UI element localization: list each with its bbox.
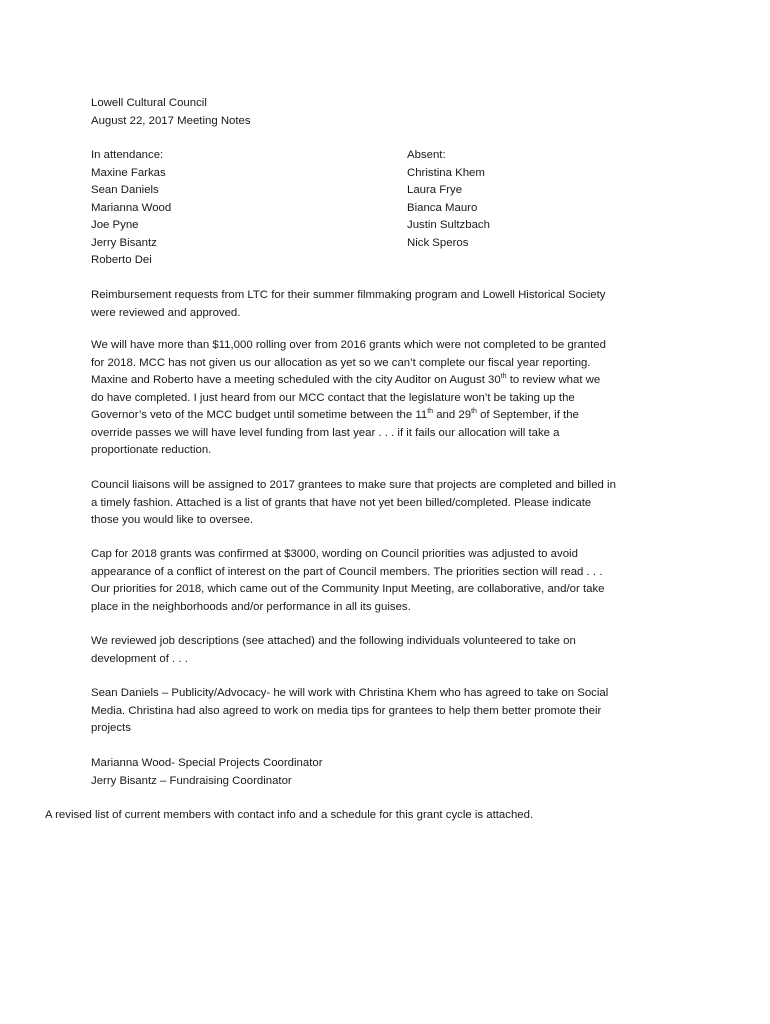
text-line: Reimbursement requests from LTC for their summer filmmaking program and Lowell Historical Society — [91, 289, 606, 301]
text-segment: to review what we — [506, 374, 601, 386]
text-segment: Governor’s veto of the MCC budget until sometime between the 11 — [91, 409, 428, 421]
ordinal-suffix: th — [500, 373, 507, 381]
text-line: were reviewed and approved. — [91, 306, 241, 319]
present-member: Sean Daniels — [91, 184, 159, 196]
paragraph-funding — [91, 337, 691, 460]
text-line: Council liaisons will be assigned to 2017 grantees to make sure that projects are completed and billed in — [91, 479, 616, 491]
text-line: Media. Christina had also agreed to work on media tips for grantees to help them better promote their — [91, 704, 602, 717]
paragraph-reimbursement — [91, 287, 691, 322]
text-line: Sean Daniels – Publicity/Advocacy- he will work with Christina Khem who has agreed to take on Social — [91, 687, 609, 699]
text-line: We reviewed job descriptions (see attached) and the following individuals volunteered to take on — [91, 635, 576, 647]
text-segment: of September, if the — [476, 409, 579, 421]
ordinal-suffix: th — [427, 408, 434, 416]
role-assignments — [91, 755, 691, 790]
present-label: In attendance: — [91, 149, 164, 161]
text-line — [91, 372, 691, 390]
present-member: Roberto Dei — [91, 254, 152, 266]
text-line: development of . . . — [91, 652, 188, 665]
text-line: override passes we will have level funding from last year . . . if it fails our allocation will take a — [91, 426, 560, 439]
text-line: Our priorities for 2018, which came out of the Community Input Meeting, are collaborative, and/or take — [91, 583, 605, 595]
role-line: Jerry Bisantz – Fundraising Coordinator — [91, 774, 292, 787]
text-line — [91, 407, 691, 425]
text-line: projects — [91, 722, 131, 734]
text-line: for 2018. MCC has not given us our allocation as yet so we can’t complete our fiscal year reporting. — [91, 356, 591, 369]
absent-member: Christina Khem — [407, 166, 485, 179]
text-line: proportionate reduction. — [91, 444, 212, 456]
paragraph-job-descriptions — [91, 633, 691, 668]
closing-note: A revised list of current members with contact info and a schedule for this grant cycle is attached. — [45, 809, 534, 821]
present-member: Marianna Wood — [91, 201, 172, 214]
meeting-title: August 22, 2017 Meeting Notes — [91, 114, 251, 127]
present-member: Joe Pyne — [91, 219, 139, 231]
present-member: Jerry Bisantz — [91, 236, 157, 249]
text-line: do have completed. I just heard from our MCC contact that the legislature won’t be taking up the — [91, 391, 575, 404]
absent-member: Justin Sultzbach — [407, 219, 490, 231]
text-line: those you would like to oversee. — [91, 514, 254, 526]
header — [91, 95, 691, 130]
text-line: a timely fashion. Attached is a list of grants that have not yet been billed/completed. Please indicate — [91, 496, 592, 509]
absent-label: Absent: — [407, 149, 446, 161]
text-segment: and 29 — [433, 409, 472, 421]
text-segment: Maxine and Roberto have a meeting scheduled with the city Auditor on August 30 — [91, 374, 501, 386]
absent-member: Nick Speros — [407, 236, 469, 249]
text-line: place in the neighborhoods and/or performance in all its guises. — [91, 600, 411, 613]
text-line: We will have more than $11,000 rolling over from 2016 grants which were not completed to be granted — [91, 339, 606, 351]
text-line: appearance of a conflict of interest on the part of Council members. The priorities section will read . . . — [91, 565, 603, 578]
role-line: Marianna Wood- Special Projects Coordinator — [91, 757, 323, 769]
present-member: Maxine Farkas — [91, 166, 166, 179]
ordinal-suffix: th — [471, 408, 477, 416]
org-name: Lowell Cultural Council — [91, 97, 207, 109]
paragraph-grant-cap — [91, 546, 691, 616]
absent-member: Bianca Mauro — [407, 201, 478, 214]
text-line: Cap for 2018 grants was confirmed at $3000, wording on Council priorities was adjusted to avoid — [91, 548, 578, 560]
paragraph-liaisons — [91, 477, 691, 530]
attendance-absent — [407, 147, 657, 252]
paragraph-publicity — [91, 685, 691, 738]
absent-member: Laura Frye — [407, 184, 463, 196]
